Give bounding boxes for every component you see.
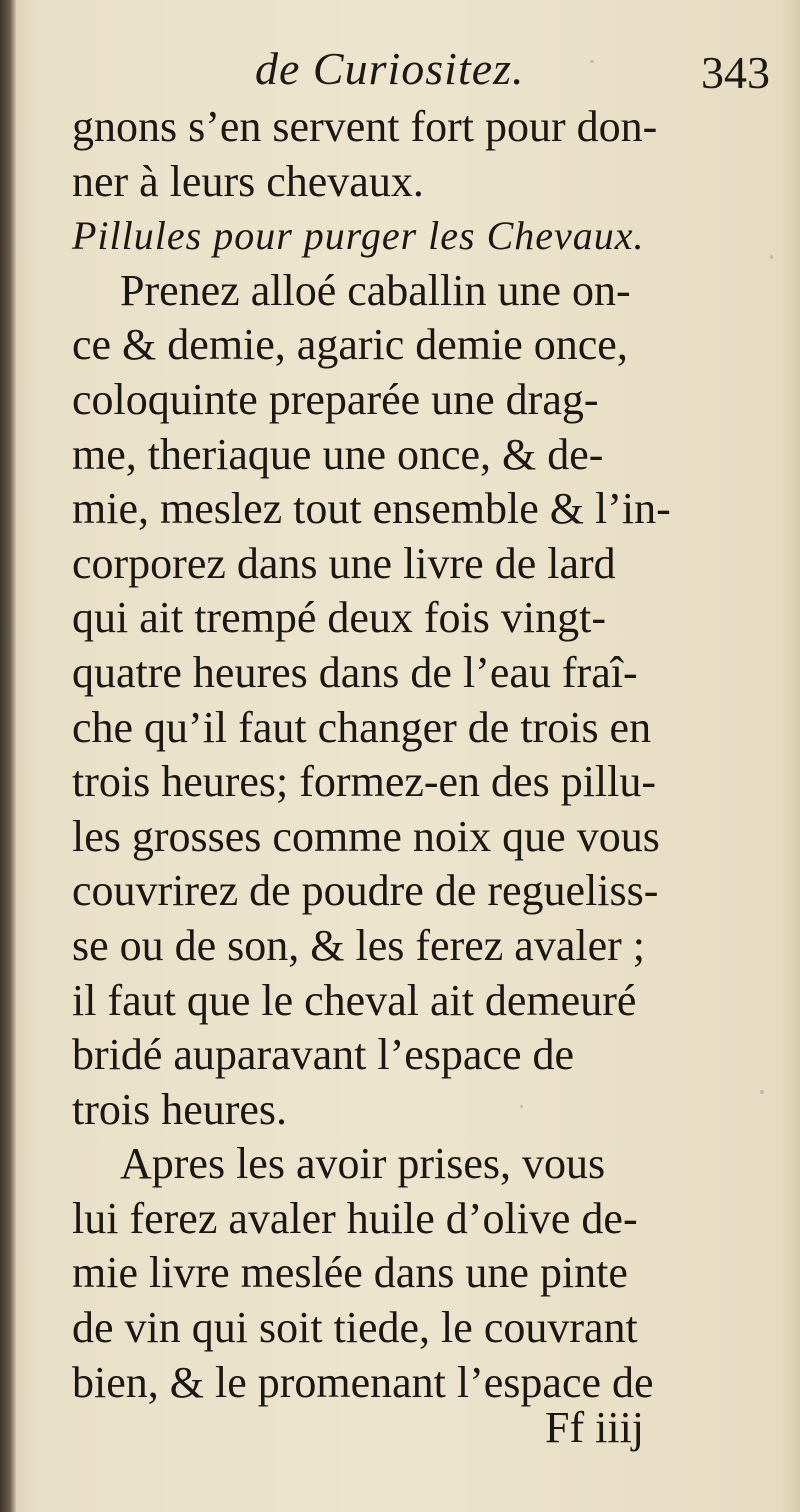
- text-line: coloquinte preparée une drag-: [72, 374, 599, 424]
- text-line: de vin qui soit tiede, le couvrant: [72, 1303, 638, 1353]
- text-line: gnons s’en servent fort pour don-: [72, 102, 658, 151]
- text-line: lui ferez avaler huile d’olive de-: [72, 1193, 638, 1243]
- signature-mark: Ff iiij: [545, 1403, 645, 1452]
- text-line: bridé auparavant l’espace de: [72, 1030, 575, 1080]
- text-line: ce & demie, agaric demie once,: [72, 320, 628, 370]
- running-title: de Curiositez.: [255, 43, 525, 94]
- text-line: che qu’il faut changer de trois en: [72, 702, 652, 752]
- paper-speck: [520, 1105, 523, 1108]
- page-number: 343: [701, 47, 770, 98]
- text-line: ner à leurs chevaux.: [72, 156, 424, 206]
- text-line: quatre heures dans de l’eau fraî-: [72, 647, 638, 697]
- text-line: se ou de son, & les ferez avaler ;: [72, 920, 645, 970]
- text-line: corporez dans une livre de lard: [72, 538, 616, 588]
- text-line: il faut que le cheval ait demeuré: [72, 975, 637, 1025]
- paper-speck: [770, 255, 773, 259]
- text-line: qui ait trempé deux fois vingt-: [72, 593, 606, 643]
- text-line: mie, meslez tout ensemble & l’in-: [72, 484, 671, 534]
- book-binding-edge: [0, 0, 16, 1512]
- text-line: trois heures.: [72, 1084, 288, 1134]
- text-line: bien, & le promenant l’espace de: [72, 1357, 654, 1407]
- paper-speck: [590, 60, 594, 63]
- text-line: Apres les avoir prises, vous: [120, 1139, 606, 1189]
- section-heading: Pillules pour purger les Chevaux.: [72, 213, 645, 259]
- text-line: Prenez alloé caballin une on-: [120, 265, 631, 315]
- text-line: mie livre meslée dans une pinte: [72, 1248, 628, 1298]
- text-line: trois heures; formez-en des pillu-: [72, 757, 657, 807]
- body-text: [72, 100, 762, 1410]
- text-line: les grosses comme noix que vous: [72, 811, 660, 861]
- text-line: couvrirez de poudre de regueliss-: [72, 866, 659, 916]
- page-header: [60, 38, 770, 108]
- text-line: me, theriaque une once, & de-: [72, 429, 604, 479]
- paper-speck: [760, 1090, 764, 1094]
